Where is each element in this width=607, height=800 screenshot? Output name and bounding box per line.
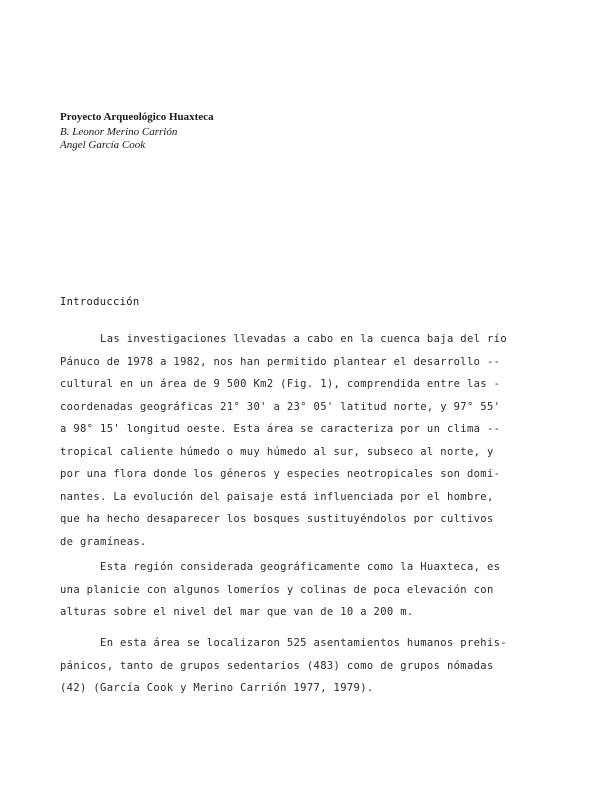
text-line: coordenadas geográficas 21° 30' a 23° 05' latitud norte, y 97° 55' xyxy=(60,400,501,413)
author-name: B. Leonor Merino Carrión xyxy=(60,126,178,138)
text-line: Esta región considerada geográficamente como la Huaxteca, es xyxy=(60,561,501,573)
document-header xyxy=(60,110,214,152)
text-line: una planicie con algunos lomeríos y colinas de poca elevación con xyxy=(60,583,494,596)
author-name: Angel García Cook xyxy=(60,139,146,151)
text-line: por una flora donde los géneros y especies neotropicales son domi- xyxy=(60,468,501,480)
text-line: Pánuco de 1978 a 1982, nos han permitido plantear el desarrollo -- xyxy=(60,355,501,368)
text-line: Las investigaciones llevadas a cabo en la cuenca baja del río xyxy=(60,333,507,345)
paragraph-1 xyxy=(60,328,550,553)
paragraph-2 xyxy=(60,556,550,624)
text-line: a 98° 15' longitud oeste. Esta área se caracteriza por un clima -- xyxy=(60,423,501,435)
text-line: de gramíneas. xyxy=(60,535,147,548)
text-line: tropical caliente húmedo o muy húmedo al sur, subseco al norte, y xyxy=(60,445,494,458)
text-line: pánicos, tanto de grupos sedentarios (483) como de grupos nómadas xyxy=(60,659,494,672)
section-heading: Introducción xyxy=(60,296,140,308)
text-line: nantes. La evolución del paisaje está influenciada por el hombre, xyxy=(60,490,494,503)
text-line: que ha hecho desaparecer los bosques sustituyéndolos por cultivos xyxy=(60,513,494,525)
text-line: cultural en un área de 9 500 Km2 (Fig. 1), comprendida entre las - xyxy=(60,378,501,390)
text-line: En esta área se localizaron 525 asentamientos humanos prehis- xyxy=(60,637,507,649)
text-line: alturas sobre el nivel del mar que van de 10 a 200 m. xyxy=(60,606,414,618)
project-title: Proyecto Arqueológico Huaxteca xyxy=(60,111,214,123)
text-line: (42) (García Cook y Merino Carrión 1977, 1979). xyxy=(60,682,374,694)
paragraph-3 xyxy=(60,632,550,700)
